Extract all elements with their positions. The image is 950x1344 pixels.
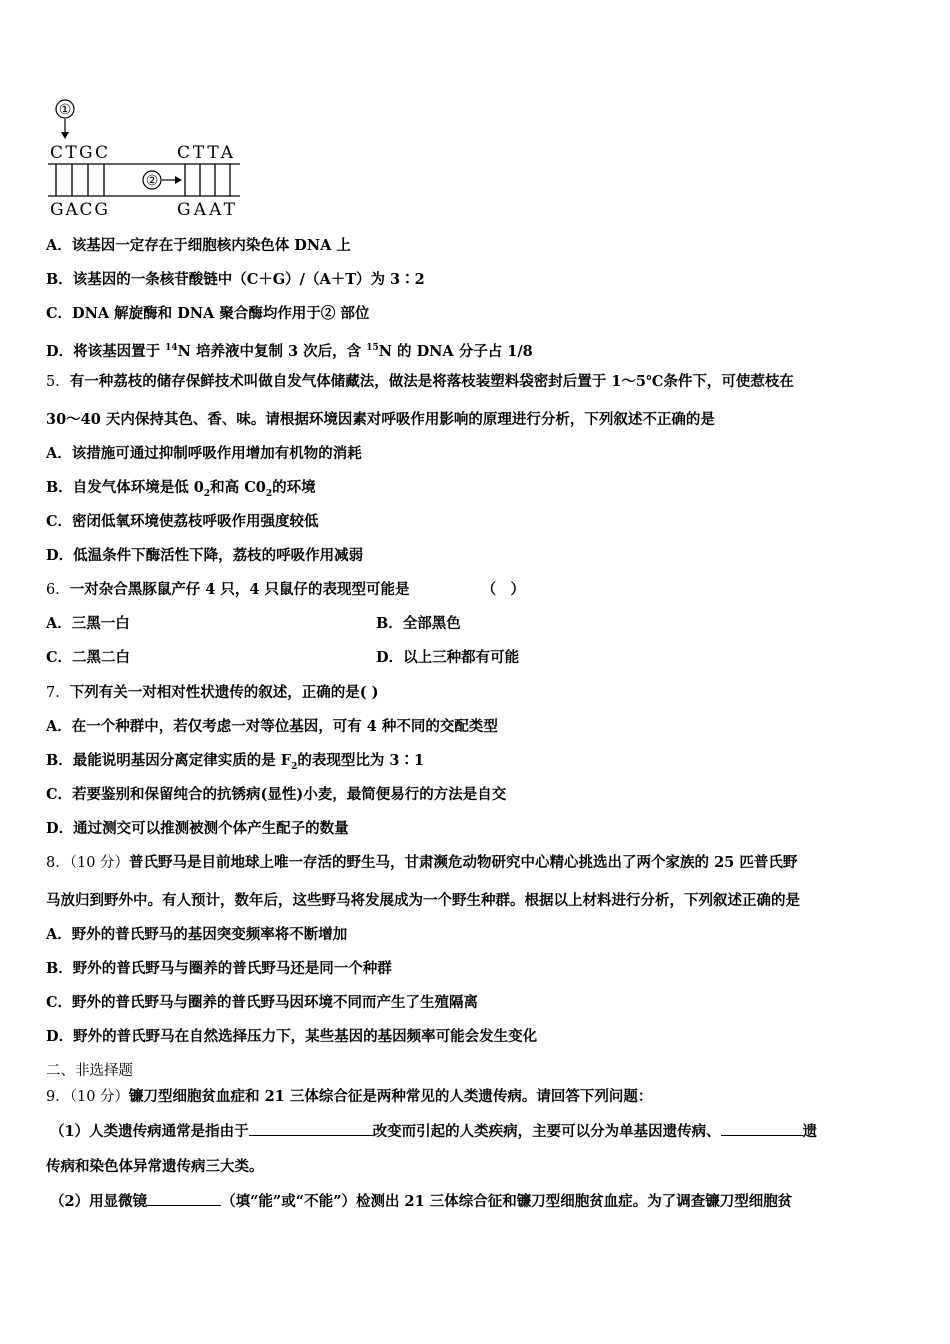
q7-option-d: D．通过测交可以推测被测个体产生配子的数量 xyxy=(46,820,349,837)
bottom-strand-right: GAAT xyxy=(177,200,235,220)
q7-option-a: A．在一个种群中，若仅考虑一对等位基因，可有 4 种不同的交配类型 xyxy=(46,718,498,735)
q5-stem-line1: 5．有一种荔枝的储存保鲜技术叫做自发气体储藏法，做法是将落枝装塑料袋密封后置于 1～5℃条件下，可使惹枝在 xyxy=(46,373,794,390)
section-heading: 二、非选择题 xyxy=(46,1063,133,1079)
q6-option-b: B．全部黑色 xyxy=(376,615,461,632)
q9-part1-line1: （1）人类遗传病通常是指由于 改变而引起的人类疾病，主要可以分为单基因遗传病、 遗 xyxy=(50,1123,818,1140)
q6-option-a: A．三黑一白 xyxy=(46,615,130,632)
q5-option-a: A．该措施可通过抑制呼吸作用增加有机物的消耗 xyxy=(46,445,362,462)
q4-option-d: D．将该基因置于 $^{14}$N 培养液中复制 3 次后，含 $^{15}$N 的 DNA 分子占 1/8 xyxy=(46,342,533,360)
q9-part2-line1: （2）用显微镜 （填“能”或“不能”）检测出 21 三体综合征和镰刀型细胞贫血症。为了调查镰刀型细胞贫 xyxy=(50,1193,793,1210)
q6-option-d: D．以上三种都有可能 xyxy=(376,649,520,666)
q8-stem-line2: 马放归到野外中。有人预计，数年后，这些野马将发展成为一个野生种群。根据以上材料进行分析，下列叙述正确的是 xyxy=(46,892,800,909)
site-1-arrowhead xyxy=(61,132,69,139)
q7-stem: 7．下列有关一对相对性状遗传的叙述，正确的是( ) xyxy=(46,684,379,701)
q4-option-c: C．DNA 解旋酶和 DNA 聚合酶均作用于② 部位 xyxy=(46,305,370,322)
q5-option-d: D．低温条件下酶活性下降，荔枝的呼吸作用减弱 xyxy=(46,547,364,564)
q8-option-b: B．野外的普氏野马与圈养的普氏野马还是同一个种群 xyxy=(46,960,392,977)
q9-part1-line2: 传病和染色体异常遗传病三大类。 xyxy=(46,1158,264,1175)
site-1-label: ① xyxy=(58,102,72,118)
q7-option-b: B．最能说明基因分离定律实质的是 $F_2$的表现型比为 3∶1 xyxy=(46,752,425,772)
bottom-strand-left: GACG xyxy=(50,200,108,220)
q8-option-a: A．野外的普氏野马的基因突变频率将不断增加 xyxy=(46,926,348,943)
answer-blank-3[interactable] xyxy=(147,1191,221,1206)
q8-option-c: C．野外的普氏野马与圈养的普氏野马因环境不同而产生了生殖隔离 xyxy=(46,994,479,1011)
q5-option-c: C．密闭低氧环境使荔枝呼吸作用强度较低 xyxy=(46,513,319,530)
q7-option-c: C．若要鉴别和保留纯合的抗锈病(显性)小麦，最简便易行的方法是自交 xyxy=(46,786,507,803)
q8-stem-line1: 8．（10 分）普氏野马是目前地球上唯一存活的野生马，甘肃濒危动物研究中心精心挑选出了两个家族的 25 匹普氏野 xyxy=(46,854,798,871)
q4-option-b: B．该基因的一条核苷酸链中（C＋G）/（A＋T）为 3∶2 xyxy=(46,271,425,288)
top-strand-left: CTGC xyxy=(50,143,108,163)
answer-blank-1[interactable] xyxy=(249,1121,373,1136)
q8-option-d: D．野外的普氏野马在自然选择压力下，某些基因的基因频率可能会发生变化 xyxy=(46,1028,538,1045)
dna-fragment-diagram xyxy=(44,96,244,224)
q4-option-a: A．该基因一定存在于细胞核内染色体 DNA 上 xyxy=(46,237,351,254)
q6-option-c: C．二黑二白 xyxy=(46,649,131,666)
q5-option-b: B．自发气体环境是低 $0_2$和高 $C0_2$的环境 xyxy=(46,479,316,499)
site-2-arrowhead xyxy=(175,176,182,184)
q5-stem-line2: 30～40 天内保持其色、香、味。请根据环境因素对呼吸作用影响的原理进行分析，下列叙述不正确的是 xyxy=(46,411,715,428)
answer-blank-2[interactable] xyxy=(721,1121,803,1136)
site-2-label: ② xyxy=(145,173,159,189)
top-strand-right: CTTA xyxy=(177,143,233,163)
q9-stem: 9．（10 分）镰刀型细胞贫血症和 21 三体综合征是两种常见的人类遗传病。请回答下列问题： xyxy=(46,1088,653,1105)
q6-stem: 6．一对杂合黑豚鼠产仔 4 只，4 只鼠仔的表现型可能是 （ ） xyxy=(46,581,526,598)
